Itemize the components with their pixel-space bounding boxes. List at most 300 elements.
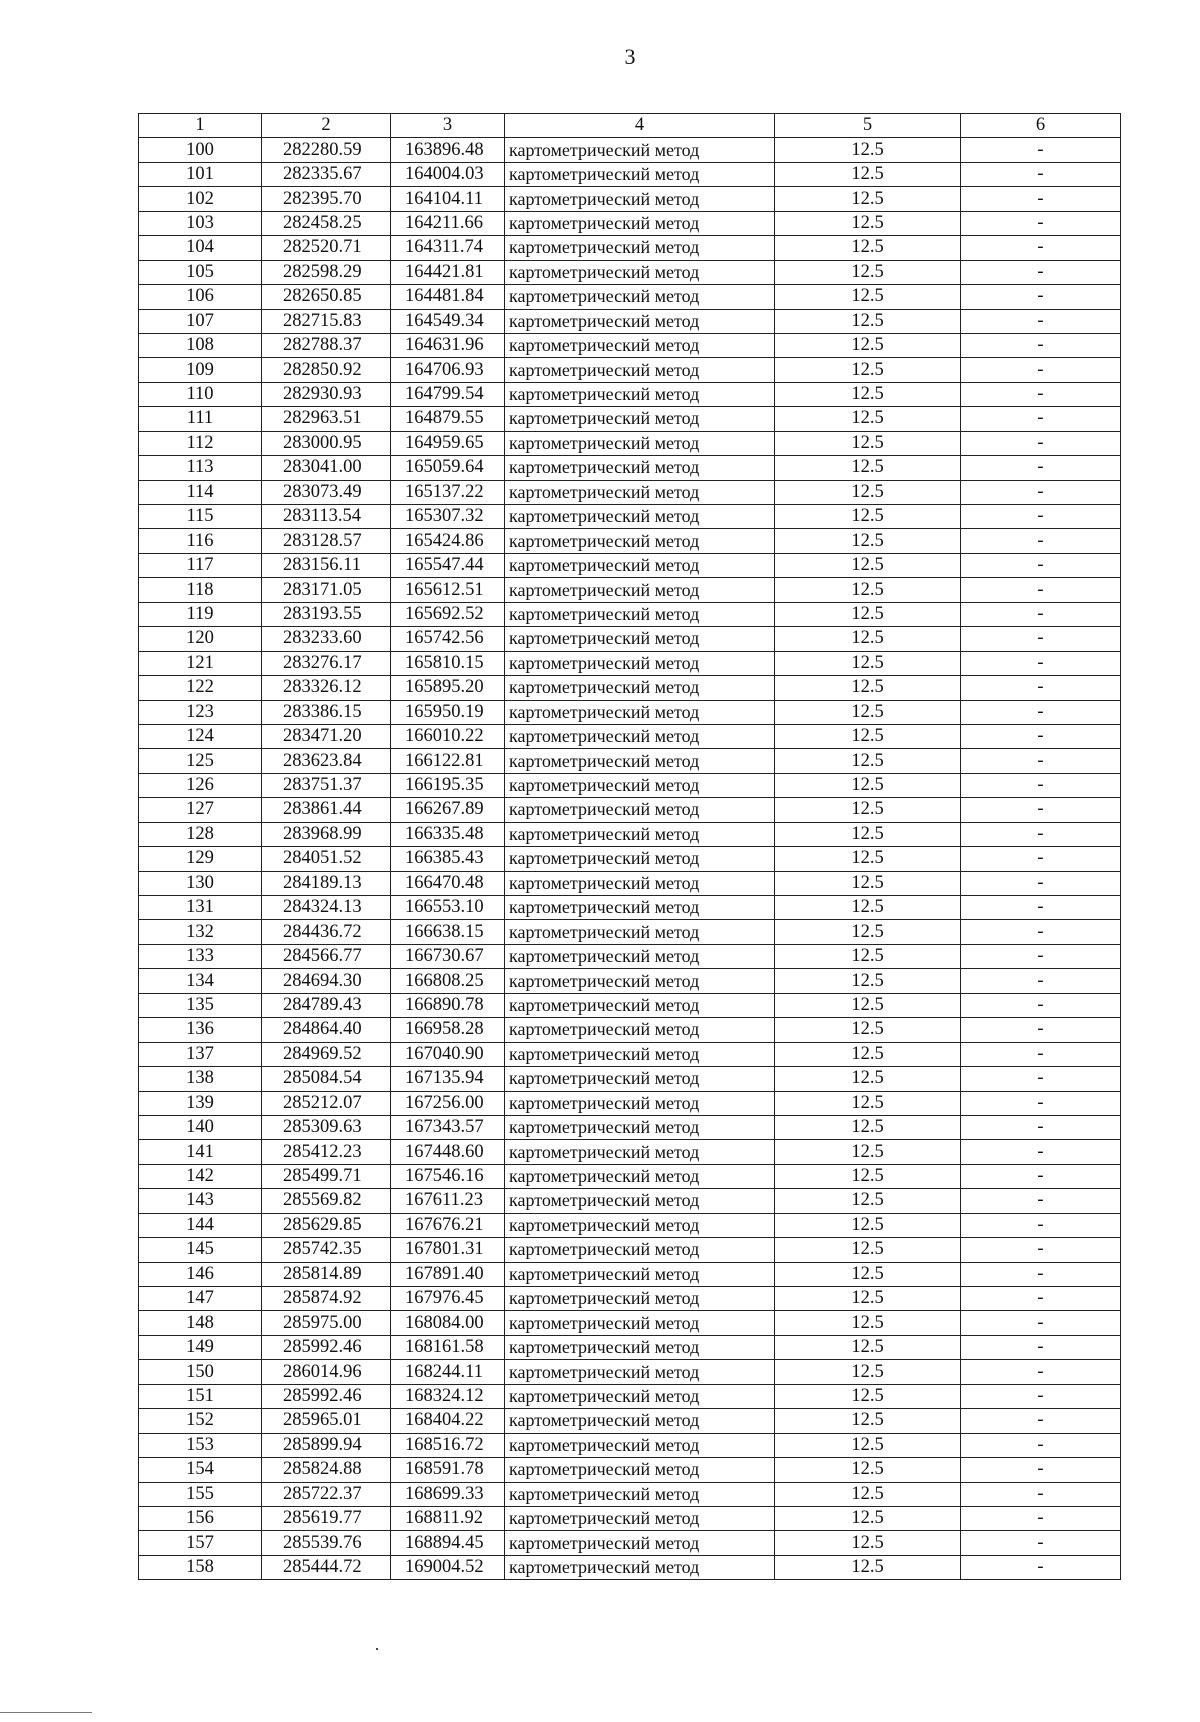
point-number-cell: 147 [139, 1287, 262, 1311]
x-coordinate-cell: 285569.82 [262, 1189, 391, 1213]
x-coordinate-cell: 282850.92 [262, 358, 391, 382]
method-cell: картометрический метод [505, 798, 775, 822]
point-number-cell: 143 [139, 1189, 262, 1213]
method-cell: картометрический метод [505, 1238, 775, 1262]
method-cell: картометрический метод [505, 993, 775, 1017]
x-coordinate-cell: 285629.85 [262, 1213, 391, 1237]
accuracy-cell: 12.5 [775, 944, 961, 968]
accuracy-cell: 12.5 [775, 309, 961, 333]
method-cell: картометрический метод [505, 1091, 775, 1115]
note-cell: - [961, 553, 1121, 577]
method-cell: картометрический метод [505, 1555, 775, 1579]
note-cell: - [961, 1189, 1121, 1213]
x-coordinate-cell: 285309.63 [262, 1115, 391, 1139]
note-cell: - [961, 1409, 1121, 1433]
note-cell: - [961, 896, 1121, 920]
accuracy-cell: 12.5 [775, 1140, 961, 1164]
table-row [139, 1531, 1121, 1555]
point-number-cell: 118 [139, 578, 262, 602]
method-cell: картометрический метод [505, 211, 775, 235]
point-number-cell: 116 [139, 529, 262, 553]
accuracy-cell: 12.5 [775, 1360, 961, 1384]
note-cell: - [961, 309, 1121, 333]
table-row [139, 285, 1121, 309]
y-coordinate-cell: 166385.43 [391, 847, 505, 871]
x-coordinate-cell: 285212.07 [262, 1091, 391, 1115]
method-cell: картометрический метод [505, 529, 775, 553]
method-cell: картометрический метод [505, 1311, 775, 1335]
accuracy-cell: 12.5 [775, 358, 961, 382]
method-cell: картометрический метод [505, 1189, 775, 1213]
column-header-2: 2 [262, 114, 391, 138]
table-row [139, 700, 1121, 724]
x-coordinate-cell: 286014.96 [262, 1360, 391, 1384]
note-cell: - [961, 260, 1121, 284]
y-coordinate-cell: 167256.00 [391, 1091, 505, 1115]
x-coordinate-cell: 283386.15 [262, 700, 391, 724]
x-coordinate-cell: 283156.11 [262, 553, 391, 577]
x-coordinate-cell: 285619.77 [262, 1506, 391, 1530]
note-cell: - [961, 431, 1121, 455]
note-cell: - [961, 1458, 1121, 1482]
page-number: 3 [624, 44, 636, 69]
method-cell: картометрический метод [505, 1458, 775, 1482]
x-coordinate-cell: 284864.40 [262, 1018, 391, 1042]
accuracy-cell: 12.5 [775, 578, 961, 602]
table-row [139, 993, 1121, 1017]
point-number-cell: 139 [139, 1091, 262, 1115]
note-cell: - [961, 847, 1121, 871]
table-row [139, 1067, 1121, 1091]
accuracy-cell: 12.5 [775, 1287, 961, 1311]
method-cell: картометрический метод [505, 480, 775, 504]
y-coordinate-cell: 166958.28 [391, 1018, 505, 1042]
method-cell: картометрический метод [505, 1433, 775, 1457]
y-coordinate-cell: 168161.58 [391, 1335, 505, 1359]
y-coordinate-cell: 164631.96 [391, 333, 505, 357]
accuracy-cell: 12.5 [775, 651, 961, 675]
table-row [139, 1115, 1121, 1139]
point-number-cell: 153 [139, 1433, 262, 1457]
x-coordinate-cell: 282458.25 [262, 211, 391, 235]
note-cell: - [961, 700, 1121, 724]
table-row [139, 798, 1121, 822]
method-cell: картометрический метод [505, 1531, 775, 1555]
table-row [139, 602, 1121, 626]
method-cell: картометрический метод [505, 651, 775, 675]
x-coordinate-cell: 284969.52 [262, 1042, 391, 1066]
y-coordinate-cell: 165742.56 [391, 627, 505, 651]
y-coordinate-cell: 166335.48 [391, 822, 505, 846]
accuracy-cell: 12.5 [775, 847, 961, 871]
x-coordinate-cell: 285899.94 [262, 1433, 391, 1457]
x-coordinate-cell: 282715.83 [262, 309, 391, 333]
x-coordinate-cell: 283233.60 [262, 627, 391, 651]
accuracy-cell: 12.5 [775, 920, 961, 944]
note-cell: - [961, 285, 1121, 309]
x-coordinate-cell: 285722.37 [262, 1482, 391, 1506]
y-coordinate-cell: 164004.03 [391, 162, 505, 186]
method-cell: картометрический метод [505, 896, 775, 920]
x-coordinate-cell: 284436.72 [262, 920, 391, 944]
accuracy-cell: 12.5 [775, 1433, 961, 1457]
accuracy-cell: 12.5 [775, 1311, 961, 1335]
y-coordinate-cell: 167040.90 [391, 1042, 505, 1066]
table-row [139, 773, 1121, 797]
x-coordinate-cell: 283193.55 [262, 602, 391, 626]
point-number-cell: 122 [139, 676, 262, 700]
table-row [139, 1189, 1121, 1213]
y-coordinate-cell: 165059.64 [391, 456, 505, 480]
accuracy-cell: 12.5 [775, 798, 961, 822]
x-coordinate-cell: 284694.30 [262, 969, 391, 993]
x-coordinate-cell: 285412.23 [262, 1140, 391, 1164]
point-number-cell: 106 [139, 285, 262, 309]
x-coordinate-cell: 285444.72 [262, 1555, 391, 1579]
note-cell: - [961, 1433, 1121, 1457]
table-row [139, 627, 1121, 651]
note-cell: - [961, 1238, 1121, 1262]
method-cell: картометрический метод [505, 822, 775, 846]
point-number-cell: 150 [139, 1360, 262, 1384]
method-cell: картометрический метод [505, 602, 775, 626]
note-cell: - [961, 676, 1121, 700]
x-coordinate-cell: 284566.77 [262, 944, 391, 968]
table-row [139, 1287, 1121, 1311]
accuracy-cell: 12.5 [775, 749, 961, 773]
y-coordinate-cell: 164211.66 [391, 211, 505, 235]
accuracy-cell: 12.5 [775, 822, 961, 846]
x-coordinate-cell: 285824.88 [262, 1458, 391, 1482]
point-number-cell: 128 [139, 822, 262, 846]
method-cell: картометрический метод [505, 1335, 775, 1359]
table-row [139, 822, 1121, 846]
coordinates-table [138, 113, 1121, 1580]
accuracy-cell: 12.5 [775, 456, 961, 480]
method-cell: картометрический метод [505, 431, 775, 455]
method-cell: картометрический метод [505, 847, 775, 871]
accuracy-cell: 12.5 [775, 1164, 961, 1188]
x-coordinate-cell: 284789.43 [262, 993, 391, 1017]
accuracy-cell: 12.5 [775, 407, 961, 431]
method-cell: картометрический метод [505, 456, 775, 480]
note-cell: - [961, 1164, 1121, 1188]
point-number-cell: 156 [139, 1506, 262, 1530]
accuracy-cell: 12.5 [775, 1506, 961, 1530]
table-row [139, 1018, 1121, 1042]
x-coordinate-cell: 282280.59 [262, 138, 391, 162]
method-cell: картометрический метод [505, 1042, 775, 1066]
note-cell: - [961, 1506, 1121, 1530]
point-number-cell: 102 [139, 187, 262, 211]
y-coordinate-cell: 166808.25 [391, 969, 505, 993]
method-cell: картометрический метод [505, 1140, 775, 1164]
table-row [139, 1409, 1121, 1433]
note-cell: - [961, 211, 1121, 235]
accuracy-cell: 12.5 [775, 553, 961, 577]
note-cell: - [961, 333, 1121, 357]
table-row [139, 1262, 1121, 1286]
y-coordinate-cell: 168516.72 [391, 1433, 505, 1457]
method-cell: картометрический метод [505, 969, 775, 993]
method-cell: картометрический метод [505, 236, 775, 260]
point-number-cell: 154 [139, 1458, 262, 1482]
method-cell: картометрический метод [505, 627, 775, 651]
y-coordinate-cell: 164706.93 [391, 358, 505, 382]
point-number-cell: 123 [139, 700, 262, 724]
table-row [139, 407, 1121, 431]
table-row [139, 920, 1121, 944]
accuracy-cell: 12.5 [775, 1482, 961, 1506]
note-cell: - [961, 969, 1121, 993]
point-number-cell: 113 [139, 456, 262, 480]
x-coordinate-cell: 284324.13 [262, 896, 391, 920]
note-cell: - [961, 1042, 1121, 1066]
method-cell: картометрический метод [505, 1384, 775, 1408]
note-cell: - [961, 162, 1121, 186]
point-number-cell: 100 [139, 138, 262, 162]
note-cell: - [961, 651, 1121, 675]
method-cell: картометрический метод [505, 944, 775, 968]
accuracy-cell: 12.5 [775, 529, 961, 553]
y-coordinate-cell: 166470.48 [391, 871, 505, 895]
y-coordinate-cell: 166122.81 [391, 749, 505, 773]
point-number-cell: 146 [139, 1262, 262, 1286]
accuracy-cell: 12.5 [775, 627, 961, 651]
y-coordinate-cell: 168591.78 [391, 1458, 505, 1482]
point-number-cell: 105 [139, 260, 262, 284]
method-cell: картометрический метод [505, 1018, 775, 1042]
point-number-cell: 125 [139, 749, 262, 773]
y-coordinate-cell: 164421.81 [391, 260, 505, 284]
note-cell: - [961, 602, 1121, 626]
table-row [139, 333, 1121, 357]
point-number-cell: 127 [139, 798, 262, 822]
x-coordinate-cell: 282598.29 [262, 260, 391, 284]
y-coordinate-cell: 167343.57 [391, 1115, 505, 1139]
note-cell: - [961, 1091, 1121, 1115]
table-row [139, 944, 1121, 968]
x-coordinate-cell: 283326.12 [262, 676, 391, 700]
y-coordinate-cell: 168324.12 [391, 1384, 505, 1408]
y-coordinate-cell: 166267.89 [391, 798, 505, 822]
y-coordinate-cell: 166195.35 [391, 773, 505, 797]
note-cell: - [961, 187, 1121, 211]
accuracy-cell: 12.5 [775, 187, 961, 211]
point-number-cell: 157 [139, 1531, 262, 1555]
x-coordinate-cell: 285499.71 [262, 1164, 391, 1188]
table-row [139, 187, 1121, 211]
method-cell: картометрический метод [505, 1506, 775, 1530]
method-cell: картометрический метод [505, 920, 775, 944]
table-row [139, 896, 1121, 920]
point-number-cell: 111 [139, 407, 262, 431]
table-row [139, 553, 1121, 577]
accuracy-cell: 12.5 [775, 1115, 961, 1139]
note-cell: - [961, 1311, 1121, 1335]
x-coordinate-cell: 284189.13 [262, 871, 391, 895]
x-coordinate-cell: 283861.44 [262, 798, 391, 822]
table-row [139, 236, 1121, 260]
table-row [139, 480, 1121, 504]
accuracy-cell: 12.5 [775, 1531, 961, 1555]
accuracy-cell: 12.5 [775, 480, 961, 504]
point-number-cell: 124 [139, 724, 262, 748]
note-cell: - [961, 920, 1121, 944]
x-coordinate-cell: 285965.01 [262, 1409, 391, 1433]
point-number-cell: 131 [139, 896, 262, 920]
x-coordinate-cell: 282650.85 [262, 285, 391, 309]
accuracy-cell: 12.5 [775, 871, 961, 895]
method-cell: картометрический метод [505, 578, 775, 602]
note-cell: - [961, 1067, 1121, 1091]
column-header-3: 3 [391, 114, 505, 138]
method-cell: картометрический метод [505, 553, 775, 577]
table-row [139, 724, 1121, 748]
x-coordinate-cell: 283041.00 [262, 456, 391, 480]
method-cell: картометрический метод [505, 1287, 775, 1311]
table-header-row [139, 114, 1121, 138]
method-cell: картометрический метод [505, 505, 775, 529]
accuracy-cell: 12.5 [775, 1042, 961, 1066]
table-row [139, 1091, 1121, 1115]
method-cell: картометрический метод [505, 749, 775, 773]
point-number-cell: 130 [139, 871, 262, 895]
x-coordinate-cell: 282930.93 [262, 382, 391, 406]
note-cell: - [961, 1287, 1121, 1311]
point-number-cell: 145 [139, 1238, 262, 1262]
point-number-cell: 126 [139, 773, 262, 797]
method-cell: картометрический метод [505, 1409, 775, 1433]
y-coordinate-cell: 163896.48 [391, 138, 505, 162]
y-coordinate-cell: 165424.86 [391, 529, 505, 553]
point-number-cell: 103 [139, 211, 262, 235]
table-row [139, 505, 1121, 529]
note-cell: - [961, 529, 1121, 553]
x-coordinate-cell: 285814.89 [262, 1262, 391, 1286]
table-row [139, 1164, 1121, 1188]
y-coordinate-cell: 167676.21 [391, 1213, 505, 1237]
point-number-cell: 137 [139, 1042, 262, 1066]
note-cell: - [961, 1531, 1121, 1555]
x-coordinate-cell: 285992.46 [262, 1335, 391, 1359]
point-number-cell: 138 [139, 1067, 262, 1091]
method-cell: картометрический метод [505, 407, 775, 431]
method-cell: картометрический метод [505, 871, 775, 895]
point-number-cell: 115 [139, 505, 262, 529]
method-cell: картометрический метод [505, 676, 775, 700]
x-coordinate-cell: 283276.17 [262, 651, 391, 675]
accuracy-cell: 12.5 [775, 993, 961, 1017]
note-cell: - [961, 358, 1121, 382]
point-number-cell: 155 [139, 1482, 262, 1506]
y-coordinate-cell: 166553.10 [391, 896, 505, 920]
x-coordinate-cell: 284051.52 [262, 847, 391, 871]
note-cell: - [961, 1262, 1121, 1286]
accuracy-cell: 12.5 [775, 431, 961, 455]
note-cell: - [961, 1360, 1121, 1384]
y-coordinate-cell: 166890.78 [391, 993, 505, 1017]
y-coordinate-cell: 168084.00 [391, 1311, 505, 1335]
note-cell: - [961, 578, 1121, 602]
y-coordinate-cell: 165895.20 [391, 676, 505, 700]
note-cell: - [961, 382, 1121, 406]
x-coordinate-cell: 282963.51 [262, 407, 391, 431]
method-cell: картометрический метод [505, 700, 775, 724]
point-number-cell: 142 [139, 1164, 262, 1188]
note-cell: - [961, 1140, 1121, 1164]
accuracy-cell: 12.5 [775, 333, 961, 357]
point-number-cell: 148 [139, 1311, 262, 1335]
y-coordinate-cell: 167891.40 [391, 1262, 505, 1286]
accuracy-cell: 12.5 [775, 505, 961, 529]
accuracy-cell: 12.5 [775, 602, 961, 626]
note-cell: - [961, 944, 1121, 968]
point-number-cell: 119 [139, 602, 262, 626]
table-row [139, 1360, 1121, 1384]
note-cell: - [961, 627, 1121, 651]
note-cell: - [961, 1482, 1121, 1506]
table-row [139, 1458, 1121, 1482]
accuracy-cell: 12.5 [775, 1213, 961, 1237]
x-coordinate-cell: 282335.67 [262, 162, 391, 186]
method-cell: картометрический метод [505, 187, 775, 211]
point-number-cell: 135 [139, 993, 262, 1017]
x-coordinate-cell: 283471.20 [262, 724, 391, 748]
table-row [139, 456, 1121, 480]
note-cell: - [961, 1115, 1121, 1139]
method-cell: картометрический метод [505, 138, 775, 162]
note-cell: - [961, 1213, 1121, 1237]
y-coordinate-cell: 168894.45 [391, 1531, 505, 1555]
x-coordinate-cell: 283128.57 [262, 529, 391, 553]
table-row [139, 1042, 1121, 1066]
method-cell: картометрический метод [505, 382, 775, 406]
accuracy-cell: 12.5 [775, 724, 961, 748]
note-cell: - [961, 798, 1121, 822]
x-coordinate-cell: 285874.92 [262, 1287, 391, 1311]
accuracy-cell: 12.5 [775, 162, 961, 186]
note-cell: - [961, 1555, 1121, 1579]
y-coordinate-cell: 167611.23 [391, 1189, 505, 1213]
column-header-6: 6 [961, 114, 1121, 138]
table-row [139, 749, 1121, 773]
accuracy-cell: 12.5 [775, 1409, 961, 1433]
point-number-cell: 151 [139, 1384, 262, 1408]
accuracy-cell: 12.5 [775, 1335, 961, 1359]
y-coordinate-cell: 165810.15 [391, 651, 505, 675]
table-body [139, 138, 1121, 1580]
point-number-cell: 114 [139, 480, 262, 504]
x-coordinate-cell: 283968.99 [262, 822, 391, 846]
y-coordinate-cell: 165612.51 [391, 578, 505, 602]
footer-rule [0, 1712, 92, 1713]
point-number-cell: 136 [139, 1018, 262, 1042]
x-coordinate-cell: 282395.70 [262, 187, 391, 211]
point-number-cell: 101 [139, 162, 262, 186]
table-row [139, 1238, 1121, 1262]
accuracy-cell: 12.5 [775, 1555, 961, 1579]
note-cell: - [961, 505, 1121, 529]
accuracy-cell: 12.5 [775, 1067, 961, 1091]
y-coordinate-cell: 164959.65 [391, 431, 505, 455]
scan-speck [376, 1648, 378, 1650]
method-cell: картометрический метод [505, 773, 775, 797]
table-row [139, 969, 1121, 993]
note-cell: - [961, 1335, 1121, 1359]
note-cell: - [961, 456, 1121, 480]
y-coordinate-cell: 164481.84 [391, 285, 505, 309]
